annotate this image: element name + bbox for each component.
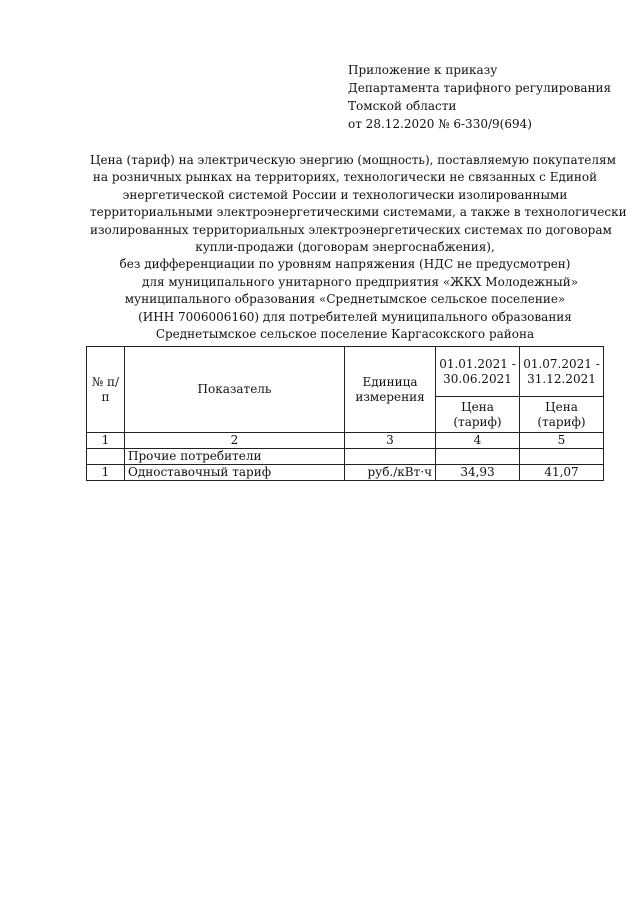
title-line: Среднетымское сельское поселение Каргасокского района <box>155 327 535 342</box>
group-empty-cell <box>520 449 604 465</box>
header-price-2: Цена (тариф) <box>520 397 604 433</box>
row-value-2: 41,07 <box>520 465 604 481</box>
tariff-table <box>86 346 604 481</box>
title-line: купли-продажи (договорам энергоснабжения), <box>195 240 495 255</box>
row-unit: руб./кВт·ч <box>345 465 436 481</box>
row-number: 1 <box>87 465 125 481</box>
title-line: изолированных территориальных электроэнергетических системах по договорам <box>90 222 612 237</box>
header-price-1: Цена (тариф) <box>436 397 520 433</box>
document-title <box>90 152 627 343</box>
group-row <box>87 449 604 465</box>
appendix-header <box>348 61 611 133</box>
group-empty-cell <box>345 449 436 465</box>
header-unit: Единица измерения <box>345 347 436 433</box>
group-empty-cell <box>87 449 125 465</box>
column-number: 3 <box>345 433 436 449</box>
title-line: для муниципального унитарного предприятия «ЖКХ Молодежный» <box>141 274 579 289</box>
header-indicator: Показатель <box>125 347 345 433</box>
column-number: 5 <box>520 433 604 449</box>
title-line: (ИНН 7006006160) для потребителей муниципального образования <box>138 309 572 324</box>
appendix-line: Приложение к приказу <box>348 63 498 77</box>
title-line: Цена (тариф) на электрическую энергию (мощность), поставляемую покупателям <box>90 153 616 167</box>
row-value-1: 34,93 <box>436 465 520 481</box>
title-line: муниципального образования «Среднетымское сельское поселение» <box>124 292 566 307</box>
appendix-order-number: от 28.12.2020 № 6-330/9(694) <box>348 117 532 131</box>
title-line: энергетической системой России и технологически изолированными <box>122 187 568 202</box>
column-number-row <box>87 433 604 449</box>
title-line: на розничных рынках на территориях, технологически не связанных с Единой <box>92 170 598 185</box>
column-number: 4 <box>436 433 520 449</box>
group-label: Прочие потребители <box>125 449 345 465</box>
appendix-line: Томской области <box>348 99 457 113</box>
header-number: № п/п <box>87 347 125 433</box>
table-row <box>87 465 604 481</box>
header-period-1: 01.01.2021 - 30.06.2021 <box>436 347 520 397</box>
table-header-row <box>87 347 604 397</box>
column-number: 2 <box>125 433 345 449</box>
title-line: без дифференциации по уровням напряжения (НДС не предусмотрен) <box>119 257 571 272</box>
row-indicator: Одноставочный тариф <box>125 465 345 481</box>
title-line: территориальными электроэнергетическими системами, а также в технологически <box>90 205 627 220</box>
group-empty-cell <box>436 449 520 465</box>
column-number: 1 <box>87 433 125 449</box>
appendix-line: Департамента тарифного регулирования <box>348 81 612 95</box>
header-period-2: 01.07.2021 - 31.12.2021 <box>520 347 604 397</box>
